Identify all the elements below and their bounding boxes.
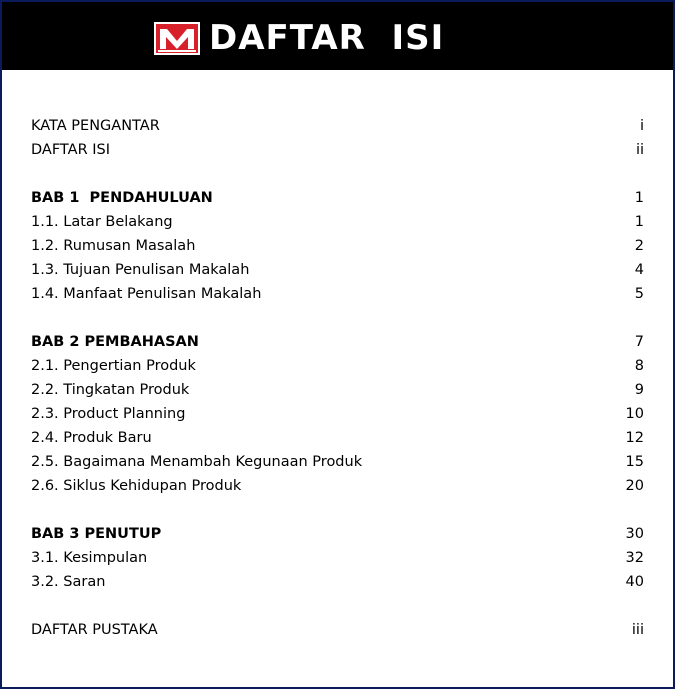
toc-entry-page: 10 xyxy=(625,406,644,422)
toc-entry-page: ii xyxy=(635,142,644,158)
toc-entry-page: 1 xyxy=(634,190,644,206)
toc-entry-page: 12 xyxy=(625,430,644,446)
toc-entry-label: 1.2. Rumusan Masalah xyxy=(31,238,196,254)
toc-entry xyxy=(2,378,673,402)
toc-entry xyxy=(2,570,673,594)
toc-entry-page: 5 xyxy=(634,286,644,302)
toc-entry xyxy=(2,282,673,306)
toc-entry xyxy=(2,354,673,378)
m-logo-icon xyxy=(154,22,200,55)
toc-entry xyxy=(2,522,673,546)
toc-entry-label: 3.2. Saran xyxy=(31,574,106,590)
toc-entry-page: 1 xyxy=(634,214,644,230)
toc-entry xyxy=(2,234,673,258)
toc-entry xyxy=(2,546,673,570)
toc-entry-label: 2.5. Bagaimana Menambah Kegunaan Produk xyxy=(31,454,363,470)
toc-entry-label: 2.1. Pengertian Produk xyxy=(31,358,196,374)
header-bar xyxy=(2,2,673,70)
toc-entry-label: KATA PENGANTAR xyxy=(31,118,160,134)
toc-entry xyxy=(2,210,673,234)
toc-entry-page: 4 xyxy=(634,262,644,278)
toc-entry-label: BAB 2 PEMBAHASAN xyxy=(31,334,199,350)
page-title: DAFTAR ISI xyxy=(209,18,445,58)
toc-entry-label: 1.1. Latar Belakang xyxy=(31,214,173,230)
toc-entry xyxy=(2,426,673,450)
toc-entry xyxy=(2,618,673,642)
toc-entry xyxy=(2,138,673,162)
toc-entry xyxy=(2,402,673,426)
toc-entry-page: 15 xyxy=(625,454,644,470)
toc-entry-label: DAFTAR PUSTAKA xyxy=(31,622,158,638)
toc-entry-page: 7 xyxy=(634,334,644,350)
toc-entry xyxy=(2,258,673,282)
toc-entry-label: 1.4. Manfaat Penulisan Makalah xyxy=(31,286,262,302)
toc-entry-label: 2.6. Siklus Kehidupan Produk xyxy=(31,478,242,494)
toc-entry-label: 3.1. Kesimpulan xyxy=(31,550,148,566)
toc-entry-label: 1.3. Tujuan Penulisan Makalah xyxy=(31,262,250,278)
toc-entry-page: iii xyxy=(631,622,644,638)
toc-entry-page: 32 xyxy=(625,550,644,566)
toc-entry xyxy=(2,186,673,210)
toc-entry xyxy=(2,450,673,474)
toc-entry xyxy=(2,330,673,354)
toc-entry-page: 40 xyxy=(625,574,644,590)
toc-entry-page: 30 xyxy=(625,526,644,542)
toc-entry-label: 2.2. Tingkatan Produk xyxy=(31,382,190,398)
toc-entry-page: i xyxy=(639,118,644,134)
toc-entry xyxy=(2,114,673,138)
toc-entry-label: BAB 1 PENDAHULUAN xyxy=(31,190,213,206)
toc-entry-label: DAFTAR ISI xyxy=(31,142,111,158)
toc-entry-label: 2.3. Product Planning xyxy=(31,406,186,422)
toc-entry-page: 8 xyxy=(634,358,644,374)
toc-entry-page: 20 xyxy=(625,478,644,494)
toc-entry-label: 2.4. Produk Baru xyxy=(31,430,152,446)
toc-entry xyxy=(2,474,673,498)
toc-entry-page: 9 xyxy=(634,382,644,398)
toc-entry-label: BAB 3 PENUTUP xyxy=(31,526,162,542)
toc-entry-page: 2 xyxy=(634,238,644,254)
